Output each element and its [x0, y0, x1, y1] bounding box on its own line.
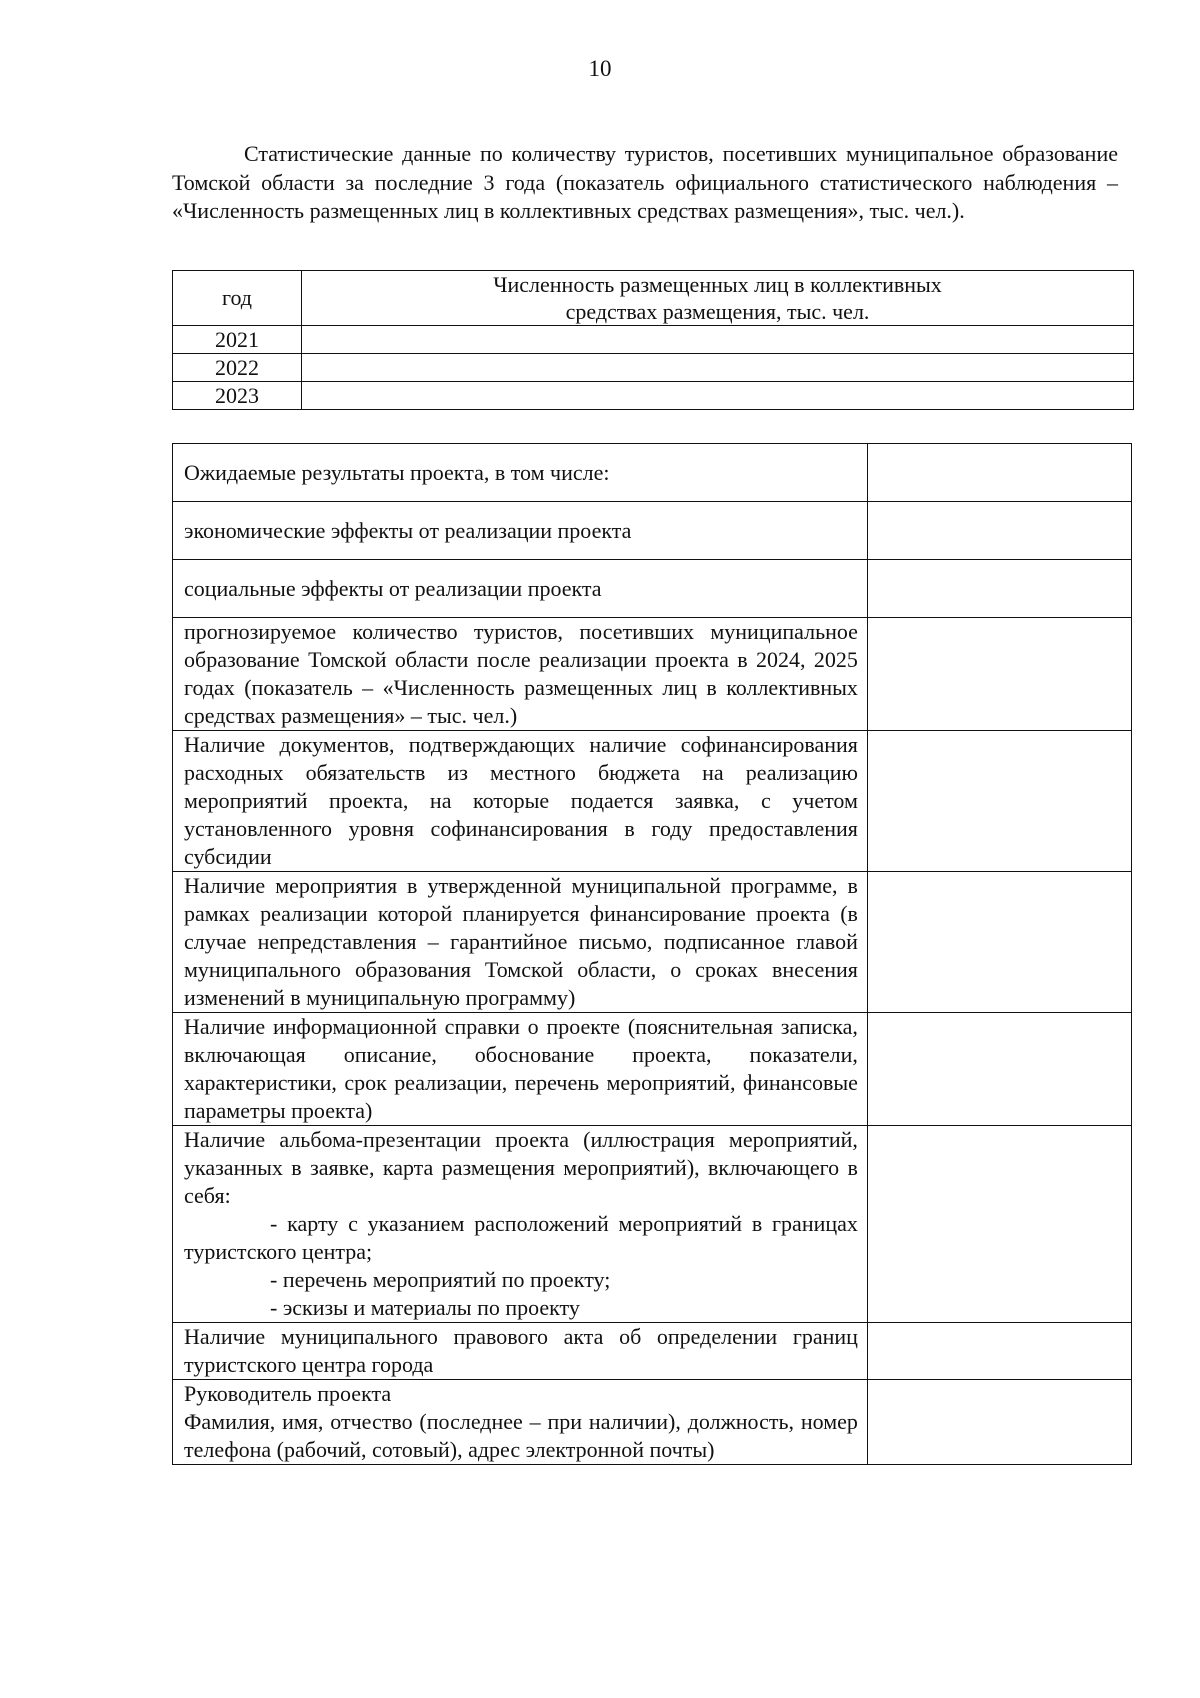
stats-header-value: Численность размещенных лиц в коллективных средствах размещения, тыс. чел. — [302, 271, 1134, 326]
results-label-cell — [173, 618, 868, 731]
results-label-text: Наличие информационной справки о проекте (пояснительная записка, включающая описание, обоснование проекта, показатели, характеристики, срок реализации, перечень мероприятий, финансовые параметры проекта) — [184, 1014, 858, 1123]
page-number: 10 — [588, 56, 612, 81]
results-label-text: прогнозируемое количество туристов, посетивших муниципальное образование Томской области после реализации проекта в 2024, 2025 годах (показатель – «Численность размещенных лиц в коллективных средствах размещения» – тыс. чел.) — [184, 619, 858, 728]
results-label-text: Наличие документов, подтверждающих наличие софинансирования расходных обязательств из местного бюджета на реализацию мероприятий проекта, на которые подается заявка, с учетом установленного уровня софинансирования в году предоставления субсидии — [184, 732, 858, 869]
results-value-cell — [867, 502, 1131, 560]
results-value-cell — [867, 1380, 1131, 1465]
results-row — [173, 618, 1132, 731]
results-value-cell — [867, 618, 1131, 731]
results-label-cell — [173, 444, 868, 502]
results-label-text: экономические эффекты от реализации проекта — [184, 517, 632, 543]
stats-value-cell — [302, 354, 1134, 382]
tourist-stats-table — [172, 270, 1134, 410]
results-label-cell — [173, 502, 868, 560]
results-label-text: Наличие альбома-презентации проекта (иллюстрация мероприятий, указанных в заявке, карта размещения мероприятий), включающего в себя: — [184, 1127, 858, 1208]
results-value-cell — [867, 731, 1131, 872]
stats-value-cell — [302, 382, 1134, 410]
stats-year-cell: 2021 — [173, 326, 302, 354]
results-label-text: Ожидаемые результаты проекта, в том числе: — [184, 459, 610, 485]
results-label-heading: Руководитель проекта — [184, 1381, 392, 1406]
results-label-text: Наличие муниципального правового акта об определении границ туристского центра города — [184, 1324, 858, 1377]
results-label-cell — [173, 731, 868, 872]
stats-row — [173, 354, 1134, 382]
results-value-cell — [867, 1013, 1131, 1126]
results-value-cell — [867, 1126, 1131, 1323]
results-row — [173, 502, 1132, 560]
stats-value-cell — [302, 326, 1134, 354]
results-label-cell — [173, 1126, 868, 1323]
results-label-cell — [173, 872, 868, 1013]
results-value-cell — [867, 872, 1131, 1013]
stats-year-cell: 2022 — [173, 354, 302, 382]
results-label-text: Наличие мероприятия в утвержденной муниципальной программе, в рамках реализации которой планируется финансирование проекта (в случае непредставления – гарантийное письмо, подписанное главой муниципального образования Томской области, о сроках внесения изменений в муниципальную программу) — [184, 873, 858, 1010]
stats-row — [173, 326, 1134, 354]
results-label-text: Фамилия, имя, отчество (последнее – при наличии), должность, номер телефона (рабочий, сотовый), адрес электронной почты) — [184, 1409, 858, 1462]
stats-header-year: год — [173, 271, 302, 326]
results-row — [173, 1323, 1132, 1380]
stats-header-row — [173, 271, 1134, 326]
results-row — [173, 560, 1132, 618]
intro-paragraph: Статистические данные по количеству туристов, посетивших муниципальное образование Томской области за последние 3 года (показатель официального статистического наблюдения – «Численность размещенных лиц в коллективных средствах размещения», тыс. чел.). — [172, 141, 1118, 223]
expected-results-table — [172, 443, 1132, 1465]
results-row — [173, 872, 1132, 1013]
results-label-cell — [173, 1380, 868, 1465]
results-list-item: - карту с указанием расположений мероприятий в границах туристского центра; — [184, 1211, 858, 1264]
results-list-item: - перечень мероприятий по проекту; — [270, 1267, 611, 1292]
results-label-cell — [173, 1323, 868, 1380]
results-row — [173, 1013, 1132, 1126]
results-label-text: социальные эффекты от реализации проекта — [184, 575, 602, 601]
results-value-cell — [867, 444, 1131, 502]
results-value-cell — [867, 560, 1131, 618]
results-label-cell — [173, 560, 868, 618]
results-row — [173, 1126, 1132, 1323]
results-list-item: - эскизы и материалы по проекту — [270, 1295, 580, 1320]
results-row — [173, 731, 1132, 872]
results-row — [173, 1380, 1132, 1465]
results-value-cell — [867, 1323, 1131, 1380]
results-label-cell — [173, 1013, 868, 1126]
results-row — [173, 444, 1132, 502]
stats-year-cell: 2023 — [173, 382, 302, 410]
stats-row — [173, 382, 1134, 410]
